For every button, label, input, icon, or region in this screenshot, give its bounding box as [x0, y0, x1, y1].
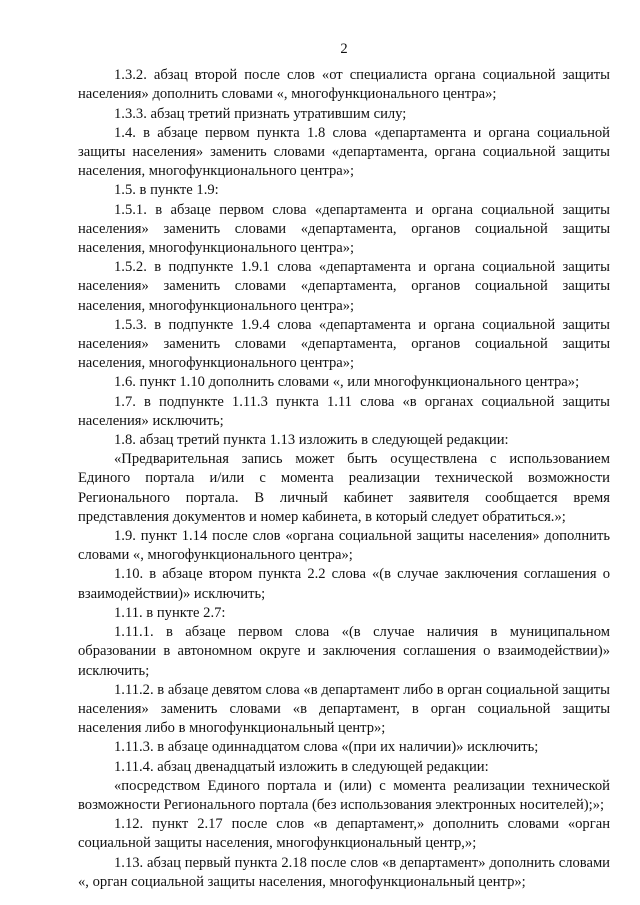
paragraph-quote-registration: «Предварительная запись может быть осуществлена с использованием Единого портала и/или с момента реализации технической возможности Регионального портала. В личный кабинет заявителя сообщается время представления документов и номер кабинета, в который следует обратиться.»; [78, 451, 610, 525]
paragraph-1-3-3: 1.3.3. абзац третий признать утратившим силу; [114, 105, 407, 122]
paragraph-1-11: 1.11. в пункте 2.7: [114, 604, 226, 621]
paragraph-1-12: 1.12. пункт 2.17 после слов «в департамент,» дополнить словами «орган социальной защиты населения, многофункциональный центр,»; [78, 816, 610, 852]
paragraph-1-11-1: 1.11.1. в абзаце первом слова «(в случае наличия в муниципальном образовании в автономном округе и заключения соглашения о взаимодействии)» исключить; [78, 624, 610, 679]
paragraph-quote-portal: «посредством Единого портала и (или) с момента реализации технической возможности Регионального портала (без использования электронных носителей);»; [78, 777, 610, 813]
paragraph-1-5: 1.5. в пункте 1.9: [114, 182, 219, 199]
document-body [78, 66, 610, 892]
paragraph-1-5-1: 1.5.1. в абзаце первом слова «департамента и органа социальной защиты населения» заменить словами «департамента, органов социальной защиты населения, многофункционального центра»; [78, 201, 610, 257]
paragraph-1-3-2: 1.3.2. абзац второй после слов «от специалиста органа социальной защиты населения» дополнить словами «, многофункционального центра»; [78, 67, 610, 103]
paragraph-1-9: 1.9. пункт 1.14 после слов «органа социальной защиты населения» дополнить словами «, многофункционального центра»; [78, 528, 610, 564]
paragraph-1-7: 1.7. в подпункте 1.11.3 пункта 1.11 слова «в органах социальной защиты населения» исключить; [78, 393, 610, 429]
page-number: 2 [340, 41, 348, 57]
paragraph-1-13: 1.13. абзац первый пункта 2.18 после слов «в департамент» дополнить словами «, орган социальной защиты населения, многофункциональный центр»; [78, 854, 610, 890]
paragraph-1-4: 1.4. в абзаце первом пункта 1.8 слова «департамента и органа социальной защиты населения» заменить словами «департамента, органа социальной защиты населения, многофункционального центра»; [78, 124, 610, 180]
paragraph-1-6: 1.6. пункт 1.10 дополнить словами «, или многофункционального центра»; [114, 374, 580, 391]
paragraph-1-10: 1.10. в абзаце втором пункта 2.2 слова «(в случае заключения соглашения о взаимодействии)» исключить; [78, 566, 610, 602]
paragraph-1-8: 1.8. абзац третий пункта 1.13 изложить в следующей редакции: [114, 432, 509, 449]
paragraph-1-11-3: 1.11.3. в абзаце одиннадцатом слова «(при их наличии)» исключить; [114, 739, 539, 756]
paragraph-1-5-3: 1.5.3. в подпункте 1.9.4 слова «департамента и органа социальной защиты населения» заменить словами «департамента, органов социальной защиты населения, многофункционального центра»; [78, 316, 610, 372]
paragraph-1-11-2: 1.11.2. в абзаце девятом слова «в департамент либо в орган социальной защиты населения» заменить словами «в департамент, в орган социальной защиты населения либо в многофункциональный центр»; [78, 681, 610, 737]
paragraph-1-5-2: 1.5.2. в подпункте 1.9.1 слова «департамента и органа социальной защиты населения» заменить словами «департамента, органов социальной защиты населения, многофункционального центра»; [78, 259, 610, 314]
paragraph-1-11-4: 1.11.4. абзац двенадцатый изложить в следующей редакции: [114, 758, 489, 775]
